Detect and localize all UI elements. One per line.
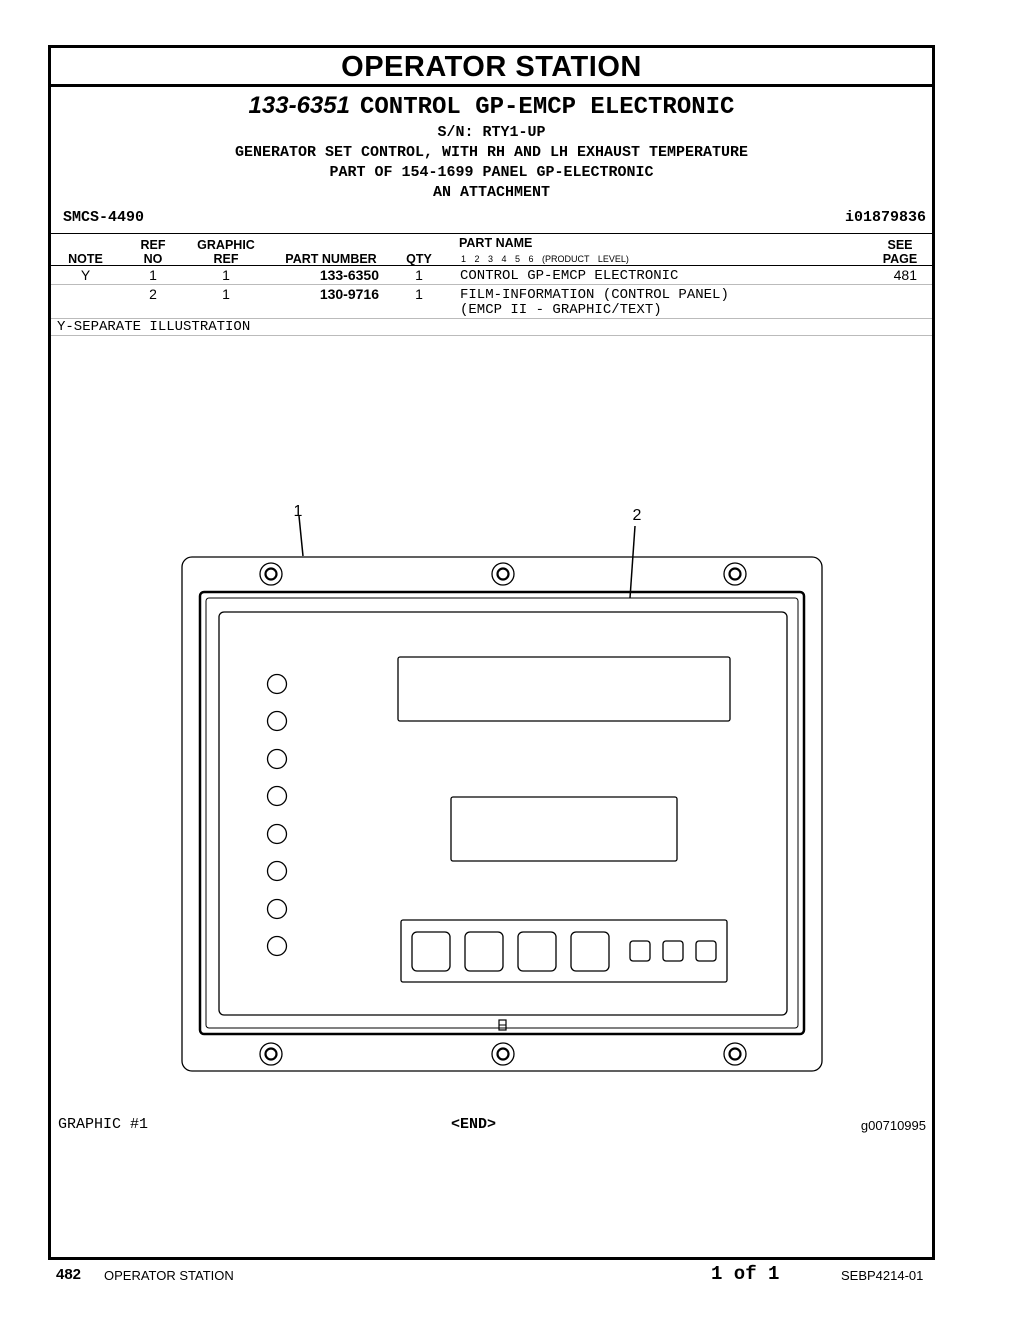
row-qty: 1	[415, 286, 423, 302]
screw-icon	[260, 1043, 282, 1065]
footer-page-number: 482	[56, 1266, 82, 1283]
header-ref-no-line1: REF	[140, 238, 166, 252]
indicator-lamp-icon	[268, 712, 287, 731]
smcs-code: SMCS-4490	[63, 209, 145, 226]
keypad-small-key	[630, 941, 650, 961]
callout-2: 2	[632, 507, 642, 524]
row-part-name: FILM-INFORMATION (CONTROL PANEL)	[460, 287, 729, 303]
keypad-small-key	[696, 941, 716, 961]
indicator-lamp-icon	[268, 750, 287, 769]
row-graphic-ref: 1	[222, 267, 230, 283]
keypad-small-key	[663, 941, 683, 961]
screw-icon	[724, 1043, 746, 1065]
group-name: CONTROL GP-EMCP ELECTRONIC	[359, 94, 735, 121]
header-part-name: PART NAME	[459, 236, 533, 250]
screw-icon	[492, 563, 514, 585]
group-part-number: 133-6351	[248, 92, 350, 119]
callout-leader-1	[299, 516, 303, 556]
header-graphic-ref-line2: REF	[213, 252, 239, 266]
callout-1: 1	[293, 503, 303, 520]
table-footnote: Y-SEPARATE ILLUSTRATION	[57, 319, 251, 335]
footer-doc-number: SEBP4214-01	[841, 1268, 924, 1283]
header-graphic-ref-line1: GRAPHIC	[197, 238, 255, 252]
section-title: OPERATOR STATION	[51, 48, 932, 87]
row-see-page: 481	[893, 267, 917, 283]
indicator-lamp-icon	[268, 937, 287, 956]
page-frame	[48, 45, 935, 1260]
part-of: PART OF 154-1699 PANEL GP-ELECTRONIC	[329, 164, 654, 181]
panel-bezel-inner	[206, 598, 798, 1028]
indicator-lamp-icon	[268, 862, 287, 881]
table-top-rule	[51, 233, 932, 234]
keypad-key	[571, 932, 609, 971]
graphic-label: GRAPHIC #1	[58, 1116, 149, 1133]
screw-icon	[492, 1043, 514, 1065]
screw-icon	[724, 563, 746, 585]
attachment-note: AN ATTACHMENT	[432, 184, 551, 201]
header-part-number: PART NUMBER	[285, 252, 377, 266]
row-divider	[51, 335, 932, 336]
footer-section-name: OPERATOR STATION	[104, 1268, 234, 1283]
group-heading	[51, 92, 932, 122]
row-part-number: 133-6350	[319, 267, 379, 283]
row-ref-no: 1	[149, 267, 157, 283]
illustration-id: i01879836	[844, 209, 926, 226]
indicator-lamp-icon	[268, 787, 287, 806]
screw-icon	[260, 563, 282, 585]
header-see-page-line1: SEE	[887, 238, 913, 252]
control-panel-illustration	[51, 488, 932, 1088]
footer-page-of: 1 of 1	[711, 1263, 780, 1285]
header-note: NOTE	[68, 252, 103, 266]
keypad-key	[518, 932, 556, 971]
row-qty: 1	[415, 267, 423, 283]
header-see-page-line2: PAGE	[882, 252, 918, 266]
row-part-number: 130-9716	[319, 286, 379, 302]
row-divider	[51, 284, 932, 285]
group-description: GENERATOR SET CONTROL, WITH RH AND LH EXHAUST TEMPERATURE	[234, 144, 749, 161]
row-part-name-continued: (EMCP II - GRAPHIC/TEXT)	[460, 302, 662, 318]
indicator-lamp-icon	[268, 825, 287, 844]
panel-flange	[182, 557, 822, 1071]
header-product-levels: 1 2 3 4 5 6 (PRODUCT LEVEL)	[461, 254, 629, 264]
serial-number: S/N: RTY1-UP	[437, 124, 546, 141]
keypad-key	[465, 932, 503, 971]
lower-display	[451, 797, 677, 861]
keypad-key	[412, 932, 450, 971]
table-header-rule	[51, 265, 932, 266]
header-ref-no-line2: NO	[143, 252, 163, 266]
upper-display	[398, 657, 730, 721]
end-marker: <END>	[451, 1116, 497, 1133]
graphic-id: g00710995	[860, 1118, 926, 1133]
indicator-lamp-icon	[268, 675, 287, 694]
row-part-name: CONTROL GP-EMCP ELECTRONIC	[460, 268, 679, 284]
panel-bezel	[200, 592, 804, 1034]
row-graphic-ref: 1	[222, 286, 230, 302]
indicator-lamp-icon	[268, 900, 287, 919]
header-qty: QTY	[406, 252, 432, 266]
row-ref-no: 2	[149, 286, 157, 302]
row-note: Y	[80, 267, 91, 283]
callout-leader-2	[630, 526, 635, 598]
